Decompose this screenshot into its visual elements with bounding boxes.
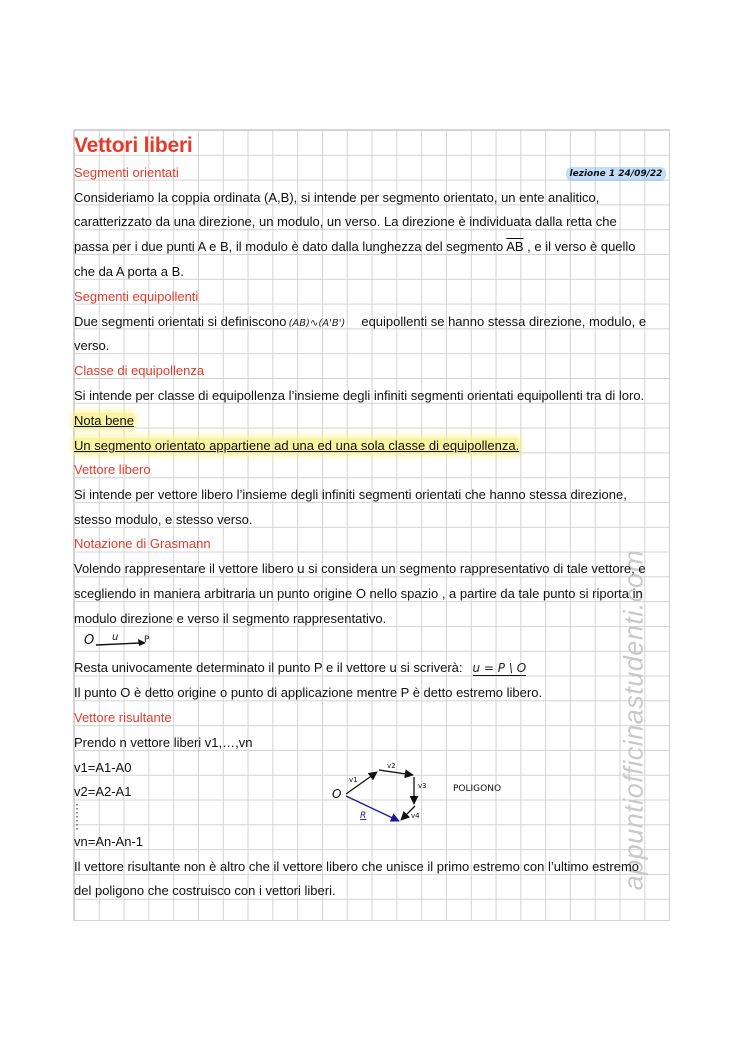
- poligono-caption: POLIGONO: [453, 784, 502, 794]
- polygon-diagram: [325, 760, 525, 830]
- paragraph-line: [74, 659, 526, 677]
- paragraph-line: [74, 313, 646, 333]
- v3-label: v3: [418, 782, 427, 790]
- date-note: lezione 1 24/09/22: [566, 167, 666, 181]
- paragraph-line: Il punto O è detto origine o punto di applicazione mentre P è detto estremo libero.: [74, 685, 543, 700]
- paragraph-line: [74, 238, 636, 256]
- nota-bene-text: [74, 437, 519, 455]
- sketch-p-label: P: [144, 635, 150, 645]
- paragraph-line: che da A porta a B.: [74, 264, 184, 279]
- equation-line: vn=An-An-1: [74, 834, 144, 849]
- vector-u-sketch: [74, 628, 164, 652]
- paragraph-line: verso.: [74, 338, 110, 353]
- heading-classe-equipollenza: Classe di equipollenza: [74, 363, 205, 378]
- equation-line: v2=A2-A1: [74, 784, 132, 799]
- vector-u-line: [96, 643, 140, 645]
- text-fragment: Due segmenti orientati si definiscono: [74, 314, 287, 329]
- page-title: Vettori liberi: [74, 134, 193, 157]
- paragraph-line: Consideriamo la coppia ordinata (A,B), si intende per segmento orientato, un ente analitico,: [74, 190, 600, 205]
- sketch-origin-label: O: [84, 633, 95, 648]
- handwritten-equipollence: (AB)∿(A'B'): [288, 318, 346, 329]
- paragraph-line: Si intende per classe di equipollenza l’insieme degli infiniti segmenti orientati equipollenti tra di loro.: [74, 388, 645, 403]
- segment-ab-symbol: $\overline{AB}$: [506, 239, 524, 254]
- paragraph-line: del poligono che costruisco con i vettori liberi.: [74, 883, 336, 898]
- sketch-u-label: u: [112, 632, 119, 643]
- highlight: Nota bene: [74, 413, 134, 428]
- paragraph-line: Prendo n vettore liberi v1,…,vn: [74, 735, 253, 750]
- paragraph-line: caratterizzato da una direzione, un modulo, un verso. La direzione è individuata dalla retta che: [74, 214, 617, 229]
- resultant-label: R: [360, 811, 367, 821]
- handwritten-formula: u = P \ O: [472, 661, 527, 675]
- heading-segmenti-orientati: Segmenti orientati: [74, 165, 179, 180]
- diagram-origin-label: O: [332, 787, 342, 801]
- paragraph-line: modulo direzione e verso il segmento rappresentativo.: [74, 611, 387, 626]
- v1-label: v1: [349, 776, 358, 784]
- resultant-vector: [346, 796, 399, 821]
- heading-notazione-grasmann: Notazione di Grasmann: [74, 536, 211, 551]
- v2-label: v2: [387, 762, 396, 770]
- paragraph-line: stesso modulo, e stesso verso.: [74, 512, 253, 527]
- heading-vettore-libero: Vettore libero: [74, 462, 151, 477]
- text-fragment: passa per i due punti A e B, il modulo è dato dalla lunghezza del segmento: [74, 239, 507, 254]
- paragraph-line: Il vettore risultante non è altro che il vettore libero che unisce il primo estremo con l’ultimo estremo: [74, 859, 640, 874]
- paragraph-line: scegliendo in maniera arbitraria un punto origine O nello spazio , a partire da tale punto si riporta in: [74, 586, 643, 601]
- heading-segmenti-equipollenti: Segmenti equipollenti: [74, 289, 199, 304]
- text-fragment: , e il verso è quello: [523, 239, 636, 254]
- highlight: Un segmento orientato appartiene ad una ed una sola classe di equipollenza.: [74, 438, 520, 453]
- vector-v2: [379, 770, 413, 775]
- heading-vettore-risultante: Vettore risultante: [74, 710, 172, 725]
- nota-bene-label: [74, 412, 134, 430]
- v4-label: v4: [411, 812, 420, 820]
- equation-line: v1=A1-A0: [74, 760, 132, 775]
- vertical-ellipsis: [74, 802, 82, 832]
- paragraph-line: Volendo rappresentare il vettore libero u si considera un segmento rappresentativo di tale vettore, e: [74, 561, 646, 576]
- paragraph-line: Si intende per vettore libero l’insieme degli infiniti segmenti orientati che hanno stessa direzione,: [74, 487, 627, 502]
- text-fragment: equipollenti se hanno stessa direzione, modulo, e: [361, 314, 647, 329]
- watermark: appuntiofficinastudenti.com: [618, 549, 649, 891]
- text-fragment: Resta univocamente determinato il punto P e il vettore u si scriverà:: [74, 660, 463, 675]
